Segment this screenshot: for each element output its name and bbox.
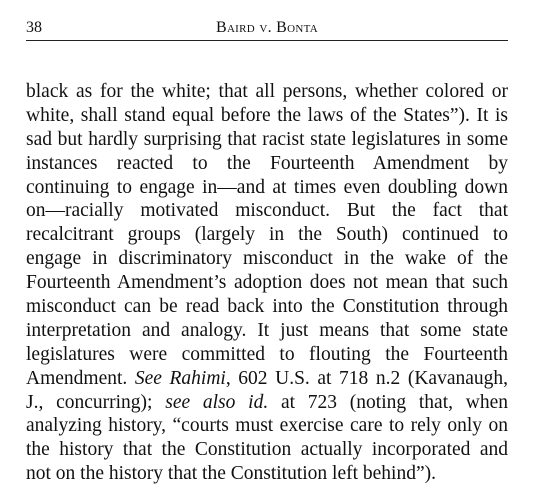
text-line: on—racially motivated misconduct. But the fact that <box>26 200 508 222</box>
text-line: recalcitrant groups (largely in the South) continued to <box>26 224 508 246</box>
citation-signal: see also id. <box>165 391 269 413</box>
text-line: interpretation and analogy. It just means that some state <box>26 319 508 341</box>
body-text <box>26 80 508 486</box>
text-span: J., concurring); <box>26 391 166 413</box>
text-span: at 723 (noting that, when <box>268 391 508 413</box>
text-line: misconduct can be read back into the Constitution through <box>26 296 508 318</box>
text-line: white, shall stand equal before the laws of the States”). It is <box>26 104 508 126</box>
page-number: 38 <box>26 19 42 36</box>
text-line: not on the history that the Constitution left behind”). <box>26 463 436 485</box>
text-line: engage in discriminatory misconduct in the wake of the <box>26 248 508 270</box>
text-line: continuing to engage in—and at times even doubling down <box>26 176 508 198</box>
text-span: , 602 U.S. at 718 n.2 (Kavanaugh, <box>225 367 509 389</box>
running-head: Baird v. Bonta <box>215 19 319 36</box>
text-line: legislatures were committed to flouting the Fourteenth <box>26 343 508 365</box>
text-line <box>26 391 508 415</box>
text-line: analyzing history, “courts must exercise care to rely only on <box>26 415 508 437</box>
text-span: Amendment. <box>26 367 135 389</box>
text-line: the history that the Constitution actually incorporated and <box>26 439 508 461</box>
text-line: instances reacted to the Fourteenth Amendment by <box>26 152 508 174</box>
text-line: sad but hardly surprising that racist state legislatures in some <box>26 128 508 150</box>
text-line: black as for the white; that all persons, whether colored or <box>26 81 508 102</box>
citation-signal: See Rahimi <box>134 367 226 389</box>
text-line: Fourteenth Amendment’s adoption does not mean that such <box>26 272 508 294</box>
page-header <box>26 18 508 41</box>
text-line <box>26 367 508 391</box>
